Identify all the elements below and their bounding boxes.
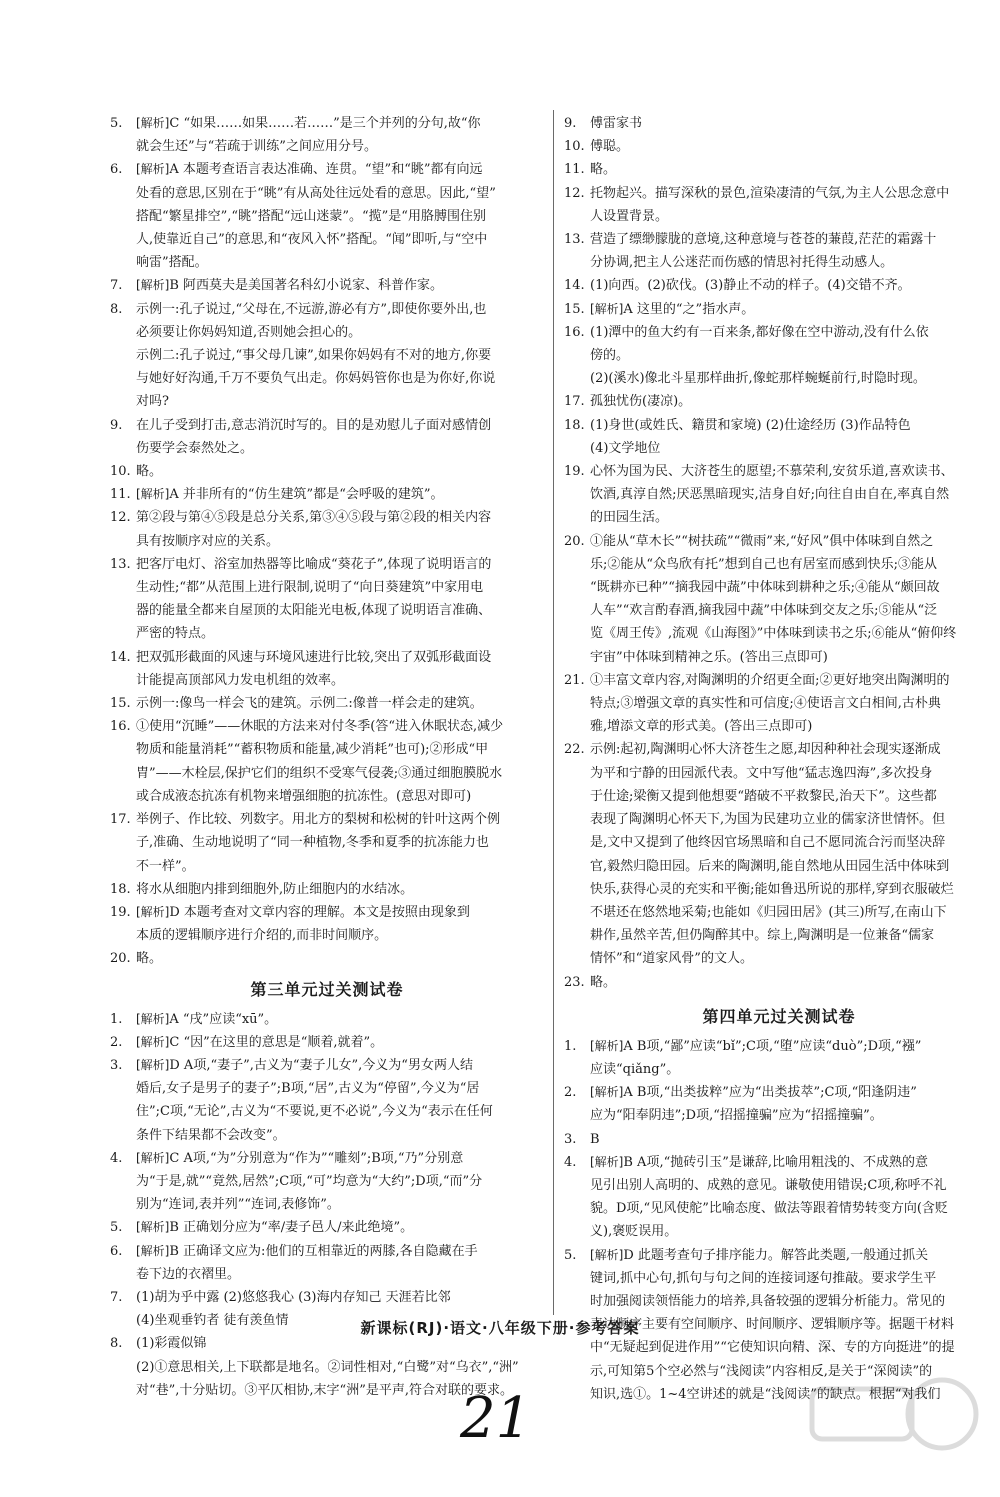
answer-number: 22. bbox=[564, 742, 585, 758]
analysis-tag: [解析] bbox=[136, 904, 170, 919]
answer-line: (1)潭中的鱼大约有一百来条,都好像在空中游动,没有什么依 bbox=[590, 324, 929, 340]
answer-text bbox=[590, 1081, 994, 1127]
answer-text bbox=[590, 158, 994, 181]
section-4-answer-list bbox=[564, 1035, 994, 1406]
answer-number: 3. bbox=[564, 1131, 577, 1147]
analysis-tag: [解析] bbox=[590, 1154, 624, 1169]
answer-line: 具有按顺序对应的关系。 bbox=[136, 533, 280, 549]
answer-item bbox=[110, 553, 544, 646]
answer-item bbox=[564, 390, 994, 413]
answer-line: 貌。D项,“见风使舵”比喻态度、做法等跟着情势转变方向(含贬 bbox=[590, 1201, 948, 1217]
answer-text bbox=[136, 483, 544, 506]
answer-line: 分协调,把主人公迷茫而伤感的情思衬托得生动感人。 bbox=[590, 255, 894, 271]
answer-text bbox=[590, 460, 994, 530]
answer-item bbox=[564, 738, 994, 970]
analysis-tag: [解析] bbox=[136, 278, 170, 293]
answer-line-text: B 阿西莫夫是美国著名科幻小说家、科普作家。 bbox=[169, 278, 444, 294]
answer-line: 于仕途;梁衡又提到他想要“踏破不平救黎民,治天下”。这些都 bbox=[590, 788, 937, 804]
answer-line: 宇宙”中体味到精神之乐。(答出三点即可) bbox=[590, 649, 828, 665]
right-column bbox=[564, 112, 994, 1406]
page-footer: 新课标(RJ)·语文·八年级下册·参考答案 bbox=[360, 1319, 640, 1337]
answer-number: 16. bbox=[110, 719, 131, 735]
answer-line: (4)坐观垂钓者 徒有羡鱼情 bbox=[136, 1313, 289, 1329]
answer-number: 15. bbox=[564, 301, 585, 317]
answer-text bbox=[136, 274, 544, 297]
answer-number: 11. bbox=[110, 487, 131, 503]
answer-number: 4. bbox=[110, 1150, 123, 1166]
answer-line: 举例子、作比较、列数字。用北方的梨树和松树的针叶这两个例 bbox=[136, 812, 501, 828]
answer-line-text: A “戌”应读“xū”。 bbox=[169, 1011, 278, 1027]
answer-line: 见引出别人高明的、成熟的意见。谦敬使用错误;C项,称呼不礼 bbox=[590, 1177, 947, 1193]
answer-text bbox=[136, 112, 544, 158]
answer-item bbox=[110, 808, 544, 878]
answer-number: 19. bbox=[564, 464, 585, 480]
answer-number: 12. bbox=[110, 510, 131, 526]
answer-line-text: C “因”在这里的意思是“顺着,就着”。 bbox=[169, 1034, 384, 1050]
answer-line: 计能提高顶部风力发电机组的效率。 bbox=[136, 672, 345, 688]
analysis-tag: [解析] bbox=[590, 301, 624, 316]
answer-line: 第②段与第④⑤段是总分关系,第③④⑤段与第②段的相关内容 bbox=[136, 510, 492, 526]
answer-line: 傍的。 bbox=[590, 348, 630, 364]
answer-number: 18. bbox=[564, 417, 585, 433]
answer-number: 17. bbox=[564, 394, 585, 410]
answer-text bbox=[590, 1151, 994, 1244]
answer-text bbox=[136, 692, 544, 715]
analysis-tag: [解析] bbox=[590, 1085, 624, 1100]
answer-text bbox=[136, 1216, 544, 1239]
answer-item bbox=[110, 692, 544, 715]
answer-line: (1)彩霞似锦 bbox=[136, 1336, 207, 1352]
answer-line: 知识,选①。1~4空讲述的就是“浅阅读”的缺点。根据“对我们 bbox=[590, 1386, 941, 1402]
answer-text bbox=[136, 878, 544, 901]
answer-line: 本质的逻辑顺序进行介绍的,而非时间顺序。 bbox=[136, 928, 388, 944]
answer-item bbox=[110, 414, 544, 460]
answer-line bbox=[136, 483, 544, 506]
answer-text bbox=[590, 112, 994, 135]
answer-number: 21. bbox=[564, 672, 585, 688]
answer-line bbox=[136, 274, 544, 297]
answer-number: 4. bbox=[564, 1154, 577, 1170]
answer-line bbox=[136, 1054, 544, 1077]
answer-line: 婚后,女子是男子的妻子”;B项,“居”,古义为“停留”,今义为“居 bbox=[136, 1081, 480, 1097]
answer-item bbox=[110, 1054, 544, 1147]
section-3-title: 第三单元过关测试卷 bbox=[250, 979, 404, 999]
answer-line: (1)身世(或姓氏、籍贯和家境) (2)仕途经历 (3)作品特色 bbox=[590, 417, 911, 433]
answer-line: 别为“连词,表并列”“连词,表修饰”。 bbox=[136, 1197, 340, 1213]
answer-text bbox=[590, 321, 994, 391]
answer-line: 情怀”和“道家风骨”的文人。 bbox=[590, 951, 753, 967]
answer-line bbox=[136, 1008, 544, 1031]
answer-line-text: C A项,“为”分别意为“作为”“雕刻”;B项,“乃”分别意 bbox=[169, 1150, 464, 1166]
answer-item bbox=[110, 506, 544, 552]
answer-item bbox=[110, 901, 544, 947]
answer-line: 条件下结果都不会改变”。 bbox=[136, 1127, 286, 1143]
left-answer-list bbox=[110, 112, 544, 971]
answer-line: 傅雷家书 bbox=[590, 116, 643, 131]
answer-line: (2)①意思相关,上下联都是地名。②词性相对,“白鹭”对“乌衣”,“洲” bbox=[136, 1359, 519, 1375]
answer-number: 15. bbox=[110, 696, 131, 712]
analysis-tag: [解析] bbox=[136, 1011, 170, 1026]
answer-line: 是,文中又提到了他终因官场黑暗和自己不愿同流合污而坚决辞 bbox=[590, 835, 946, 851]
answer-item bbox=[110, 274, 544, 297]
analysis-tag: [解析] bbox=[136, 1034, 170, 1049]
answer-number: 20. bbox=[110, 951, 131, 967]
answer-item bbox=[110, 460, 544, 483]
answer-text bbox=[590, 274, 994, 297]
answer-item bbox=[564, 112, 994, 135]
answer-number: 2. bbox=[110, 1034, 123, 1050]
analysis-tag: [解析] bbox=[136, 1150, 170, 1165]
answer-line: 器的能量全都来自屋顶的太阳能光电板,体现了说明语言准确、 bbox=[136, 603, 492, 619]
answer-line: 义),褒贬误用。 bbox=[590, 1224, 678, 1240]
answer-line-text: B A项,“抛砖引玉”是谦辞,比喻用粗浅的、不成熟的意 bbox=[623, 1154, 929, 1170]
answer-item bbox=[564, 414, 994, 460]
answer-line-text: D A项,“妻子”,古义为“妻子儿女”,今义为“男女两人结 bbox=[169, 1057, 473, 1073]
answer-number: 6. bbox=[110, 162, 123, 178]
answer-number: 13. bbox=[564, 232, 585, 248]
answer-line bbox=[590, 1035, 994, 1058]
answer-item bbox=[110, 947, 544, 970]
answer-text bbox=[590, 135, 994, 158]
answer-item bbox=[110, 1008, 544, 1031]
answer-text bbox=[136, 1054, 544, 1147]
answer-number: 5. bbox=[110, 1220, 123, 1236]
answer-text bbox=[136, 460, 544, 483]
answer-line: “既耕亦已种”“摘我园中蔬”中体味到耕种之乐;④能从“颇回故 bbox=[590, 580, 940, 596]
analysis-tag: [解析] bbox=[590, 1247, 624, 1262]
answer-number: 8. bbox=[110, 1336, 123, 1352]
answer-line: 把客厅电灯、浴室加热器等比喻成“葵花子”,体现了说明语言的 bbox=[136, 556, 492, 572]
analysis-tag: [解析] bbox=[590, 1038, 624, 1053]
answer-line: 略。 bbox=[590, 974, 617, 990]
answer-text bbox=[590, 298, 994, 321]
answer-line: 物质和能量消耗”“蓄积物质和能量,减少消耗”也可);②形成“甲 bbox=[136, 742, 489, 758]
answer-line-text: A B项,“出类拔粹”应为“出类拔萃”;C项,“阳逢阴违” bbox=[623, 1085, 917, 1101]
answer-text bbox=[136, 646, 544, 692]
answer-line bbox=[136, 112, 544, 135]
answer-item bbox=[110, 1240, 544, 1286]
answer-line-text: D 本题考查对文章内容的理解。本文是按照由现象到 bbox=[169, 904, 470, 920]
answer-item bbox=[110, 158, 544, 274]
answer-number: 19. bbox=[110, 904, 131, 920]
answer-line: 将水从细胞内排到细胞外,防止细胞内的水结冰。 bbox=[136, 881, 414, 897]
answer-line: 雅,增添文章的形式美。(答出三点即可) bbox=[590, 719, 813, 735]
answer-text bbox=[590, 1035, 994, 1081]
answer-line: 为“于是,就”“竟然,居然”;C项,“可”均意为“大约”;D项,“而”分 bbox=[136, 1173, 483, 1189]
answer-item bbox=[110, 298, 544, 414]
answer-text bbox=[590, 414, 994, 460]
answer-item bbox=[564, 228, 994, 274]
answer-line: 必须要让你妈妈知道,否则她会担心的。 bbox=[136, 324, 362, 340]
answer-item bbox=[564, 274, 994, 297]
answer-number: 5. bbox=[110, 116, 123, 131]
answer-line: B bbox=[590, 1131, 600, 1147]
answer-line bbox=[136, 1031, 544, 1054]
answer-number: 9. bbox=[110, 417, 123, 433]
answer-line: 时加强阅读领悟能力的培养,具备较强的逻辑分析能力。常见的 bbox=[590, 1293, 946, 1309]
answer-item bbox=[110, 483, 544, 506]
answer-line-text: D 此题考查句子排序能力。解答此类题,一般通过抓关 bbox=[623, 1247, 929, 1263]
answer-item bbox=[564, 460, 994, 530]
answer-item bbox=[564, 1128, 994, 1151]
analysis-tag: [解析] bbox=[136, 1220, 170, 1235]
answer-line: 特点;③增强文章的真实性和可信度;④使语言文白相间,古朴典 bbox=[590, 696, 941, 712]
answer-line bbox=[590, 1081, 994, 1104]
answer-line: 伤要学会泰然处之。 bbox=[136, 440, 254, 456]
answer-line bbox=[136, 901, 544, 924]
answer-line: ①使用“沉睡”——休眠的方法来对付冬季(答“进入休眠状态,减少 bbox=[136, 719, 504, 735]
answer-line: 略。 bbox=[590, 162, 617, 178]
answer-line-text: A 并非所有的“仿生建筑”都是“会呼吸的建筑”。 bbox=[169, 487, 444, 503]
answer-line bbox=[590, 1244, 994, 1267]
answer-text bbox=[136, 808, 544, 878]
answer-line: 示,可知第5个空必然与“浅阅读”内容相反,是关于“深阅读”的 bbox=[590, 1363, 933, 1379]
answer-number: 7. bbox=[110, 278, 123, 294]
answer-line: 官,毅然归隐田园。后来的陶渊明,能自然地从田园生活中体味到 bbox=[590, 858, 950, 874]
right-answer-list bbox=[564, 112, 994, 994]
answer-line: 略。 bbox=[136, 951, 163, 967]
answer-line: 处看的意思,区别在于“眺”有从高处往远处看的意思。因此,“望” bbox=[136, 185, 496, 201]
answer-text bbox=[136, 298, 544, 414]
analysis-tag: [解析] bbox=[136, 116, 170, 130]
answer-item bbox=[564, 971, 994, 994]
answer-number: 7. bbox=[110, 1289, 123, 1305]
answer-item bbox=[564, 158, 994, 181]
answer-line: 在儿子受到打击,意志消沉时写的。目的是劝慰儿子面对感情创 bbox=[136, 417, 492, 433]
answer-line: 表现了陶渊明心怀天下,为国为民建功立业的儒家济世情怀。但 bbox=[590, 812, 946, 828]
answer-text bbox=[136, 1031, 544, 1054]
answer-text bbox=[136, 506, 544, 552]
answer-line: 示例二:孔子说过,“事父母几谏”,如果你妈妈有不对的地方,你要 bbox=[136, 348, 492, 364]
watermark-badge-icon bbox=[792, 1369, 982, 1479]
answer-item bbox=[564, 1081, 994, 1127]
answer-number: 1. bbox=[564, 1038, 577, 1054]
answer-line: 键词,抓中心句,抓句与句之间的连接词逐句推敲。要求学生平 bbox=[590, 1270, 937, 1286]
answer-text bbox=[136, 1147, 544, 1217]
answer-line: 示例:起初,陶渊明心怀大济苍生之愿,却因种种社会现实逐渐成 bbox=[590, 742, 941, 758]
answer-text bbox=[136, 553, 544, 646]
answer-number: 2. bbox=[564, 1085, 577, 1101]
analysis-tag: [解析] bbox=[136, 487, 170, 502]
answer-line: 生动性;“都”从范围上进行限制,说明了“向日葵建筑”中家用电 bbox=[136, 580, 484, 596]
answer-line: 览《周王传》,流观《山海图》”中体味到读书之乐;⑥能从“俯仰终 bbox=[590, 626, 957, 642]
answer-line: 人车”“欢言酌春酒,摘我园中蔬”中体味到交友之乐;⑤能从“泛 bbox=[590, 603, 938, 619]
answer-item bbox=[564, 530, 994, 669]
answer-text bbox=[136, 1008, 544, 1031]
answer-line: 示例一:孔子说过,“父母在,不远游,游必有方”,即使你要外出,也 bbox=[136, 301, 487, 317]
answer-text bbox=[136, 414, 544, 460]
answer-item bbox=[110, 1031, 544, 1054]
answer-item bbox=[110, 1216, 544, 1239]
answer-item bbox=[110, 1147, 544, 1217]
answer-line: 人,使靠近自己”的意思,和“夜风入怀”搭配。“闻”即听,与“空中 bbox=[136, 232, 488, 248]
answer-number: 14. bbox=[110, 649, 131, 665]
answer-line: 卷下边的衣褶里。 bbox=[136, 1266, 241, 1282]
answer-item bbox=[110, 715, 544, 808]
answer-line: (2)(溪水)像北斗星那样曲折,像蛇那样蜿蜒前行,时隐时现。 bbox=[590, 371, 926, 387]
answer-line-text: A B项,“鄙”应读“bǐ”;C项,“堕”应读“duò”;D项,“襁” bbox=[623, 1038, 922, 1054]
answer-text bbox=[590, 1128, 994, 1151]
answer-number: 13. bbox=[110, 556, 131, 572]
answer-text bbox=[136, 901, 544, 947]
answer-line: 耕作,虽然辛苦,但仍陶醉其中。综上,陶渊明是一位兼备“儒家 bbox=[590, 928, 935, 944]
answer-line: 中“无疑起到促进作用”“它使知识向精、深、专的方向挺进”的提 bbox=[590, 1340, 955, 1356]
answer-item bbox=[110, 646, 544, 692]
answer-item bbox=[564, 135, 994, 158]
answer-line: (1)胡为乎中露 (2)悠悠我心 (3)海内存知己 天涯若比邻 bbox=[136, 1289, 451, 1305]
answer-line: 傅聪。 bbox=[590, 139, 630, 155]
answer-line-text: B 正确划分应为“率/妻子邑人/来此绝境”。 bbox=[169, 1220, 414, 1236]
answer-number: 11. bbox=[564, 162, 585, 178]
answer-item bbox=[564, 1035, 994, 1081]
answer-line: (4)文学地位 bbox=[590, 440, 661, 456]
answer-line: ①能从“草木长”“树扶疏”“微雨”来,“好风”俱中体味到自然之 bbox=[590, 533, 934, 549]
answer-number: 5. bbox=[564, 1247, 577, 1263]
answer-line: 孤独忧伤(凄凉)。 bbox=[590, 394, 692, 410]
answer-line: 搭配“繁星排空”,“眺”搭配“远山迷蒙”。“揽”是“用胳膊围住别 bbox=[136, 208, 486, 224]
answer-text bbox=[590, 182, 994, 228]
answer-line: 或合成液态抗冻有机物来增强细胞的抗冻性。(意思对即可) bbox=[136, 788, 472, 804]
answer-item bbox=[564, 298, 994, 321]
answer-line: 营造了缥缈朦胧的意境,这种意境与苍苍的蒹葭,茫茫的霜露十 bbox=[590, 232, 937, 248]
section-3-answer-list bbox=[110, 1008, 544, 1402]
answer-line: 饮酒,真淳自然;厌恶黑暗现实,洁身自好;向往自由自在,率真自然 bbox=[590, 487, 950, 503]
answer-line: 就会生还”与“若疏于训练”之间应用分号。 bbox=[136, 139, 377, 155]
answer-line: 对吗? bbox=[136, 394, 169, 410]
answer-line: 对“巷”,十分贴切。③平仄相协,末字“洲”是平声,符合对联的要求。 bbox=[136, 1382, 513, 1398]
answer-line: 不一样”。 bbox=[136, 858, 195, 874]
answer-text bbox=[136, 158, 544, 274]
answer-line-text: B 正确译文应为:他们的互相靠近的两膝,各自隐藏在手 bbox=[169, 1243, 478, 1259]
handwritten-page-number: 21 bbox=[460, 1386, 532, 1451]
answer-number: 20. bbox=[564, 533, 585, 549]
answer-text bbox=[590, 228, 994, 274]
answer-text bbox=[136, 715, 544, 808]
section-4-title: 第四单元过关测试卷 bbox=[702, 1006, 856, 1026]
answer-item bbox=[564, 669, 994, 739]
answer-number: 23. bbox=[564, 974, 585, 990]
answer-item bbox=[564, 321, 994, 391]
column-divider bbox=[553, 110, 554, 1315]
answer-line: 示例一:像鸟一样会飞的建筑。示例二:像普一样会走的建筑。 bbox=[136, 696, 483, 712]
answer-number: 12. bbox=[564, 185, 585, 201]
answer-text bbox=[590, 390, 994, 413]
answer-line-text: C “如果……如果……若……”是三个并列的分句,故“你 bbox=[169, 116, 481, 131]
answer-text bbox=[590, 669, 994, 739]
answer-text bbox=[590, 971, 994, 994]
answer-line: 为平和宁静的田园派代表。文中写他“猛志逸四海”,多次投身 bbox=[590, 765, 933, 781]
answer-line: 略。 bbox=[136, 464, 163, 480]
answer-line-text: A 本题考查语言表达准确、连贯。“望”和“眺”都有向远 bbox=[169, 162, 483, 178]
answer-line: 应读“qiǎng”。 bbox=[590, 1061, 680, 1077]
answer-line: 乐;②能从“众鸟欣有托”想到自己也有居室而感到快乐;③能从 bbox=[590, 556, 938, 572]
answer-line-text: A 这里的“之”指水声。 bbox=[623, 301, 755, 317]
answer-line: ①丰富文章内容,对陶渊明的介绍更全面;②更好地突出陶渊明的 bbox=[590, 672, 950, 688]
answer-line bbox=[136, 158, 544, 181]
answer-line bbox=[136, 1147, 544, 1170]
answer-line: 把双弧形截面的风速与环境风速进行比较,突出了双弧形截面设 bbox=[136, 649, 492, 665]
answer-line: 人设置背景。 bbox=[590, 208, 669, 224]
left-column bbox=[110, 112, 544, 1402]
watermark-logo bbox=[792, 1369, 982, 1479]
answer-number: 1. bbox=[110, 1011, 123, 1027]
answer-line bbox=[590, 1151, 994, 1174]
answer-number: 8. bbox=[110, 301, 123, 317]
answer-number: 9. bbox=[564, 116, 577, 131]
answer-text bbox=[136, 947, 544, 970]
answer-text bbox=[590, 738, 994, 970]
answer-line: 住”;C项,“无论”,古义为“不要说,更不必说”,今义为“表示在任何 bbox=[136, 1104, 493, 1120]
answer-number: 16. bbox=[564, 324, 585, 340]
analysis-tag: [解析] bbox=[136, 162, 170, 177]
answer-number: 10. bbox=[564, 139, 585, 155]
answer-line bbox=[590, 298, 994, 321]
answer-line: 应为“阳奉阴违”;D项,“招摇撞骗”应为“招摇撞骗”。 bbox=[590, 1108, 883, 1124]
answer-line: 快乐,获得心灵的充实和平衡;能如鲁迅所说的那样,穿到衣服破烂 bbox=[590, 881, 954, 897]
answer-line: 胄”——木栓层,保护它们的组织不受寒气侵袭;③通过细胞膜脱水 bbox=[136, 765, 503, 781]
answer-line: (1)向西。(2)砍伐。(3)静止不动的样子。(4)交错不齐。 bbox=[590, 278, 911, 294]
answer-line: 的田园生活。 bbox=[590, 510, 669, 526]
answer-number: 17. bbox=[110, 812, 131, 828]
answer-line: 子,准确、生动地说明了“同一种植物,冬季和夏季的抗冻能力也 bbox=[136, 835, 489, 851]
answer-number: 3. bbox=[110, 1057, 123, 1073]
analysis-tag: [解析] bbox=[136, 1243, 170, 1258]
answer-item bbox=[110, 878, 544, 901]
answer-item bbox=[110, 112, 544, 158]
answer-item bbox=[564, 182, 994, 228]
answer-number: 6. bbox=[110, 1243, 123, 1259]
answer-line: 不堪还在悠然地采菊;也能如《归园田居》(其三)所写,在南山下 bbox=[590, 904, 947, 920]
answer-line: 托物起兴。描写深秋的景色,渲染凄清的气氛,为主人公思念意中 bbox=[590, 185, 950, 201]
answer-line: 严密的特点。 bbox=[136, 626, 215, 642]
answer-text bbox=[136, 1240, 544, 1286]
answer-line: 心怀为国为民、大济苍生的愿望;不慕荣利,安贫乐道,喜欢读书、 bbox=[590, 464, 954, 480]
answer-number: 18. bbox=[110, 881, 131, 897]
answer-line: 表达顺序主要有空间顺序、时间顺序、逻辑顺序等。据题干材料 bbox=[590, 1317, 955, 1333]
answer-line: 与她好好沟通,千万不要负气出走。你妈妈管你也是为你好,你说 bbox=[136, 371, 496, 387]
answer-line: 响雷”搭配。 bbox=[136, 255, 208, 271]
answer-line bbox=[136, 1216, 544, 1239]
answer-number: 10. bbox=[110, 464, 131, 480]
answer-line bbox=[136, 1240, 544, 1263]
answer-text bbox=[590, 530, 994, 669]
answer-item bbox=[564, 1151, 994, 1244]
answer-number: 14. bbox=[564, 278, 585, 294]
analysis-tag: [解析] bbox=[136, 1057, 170, 1072]
